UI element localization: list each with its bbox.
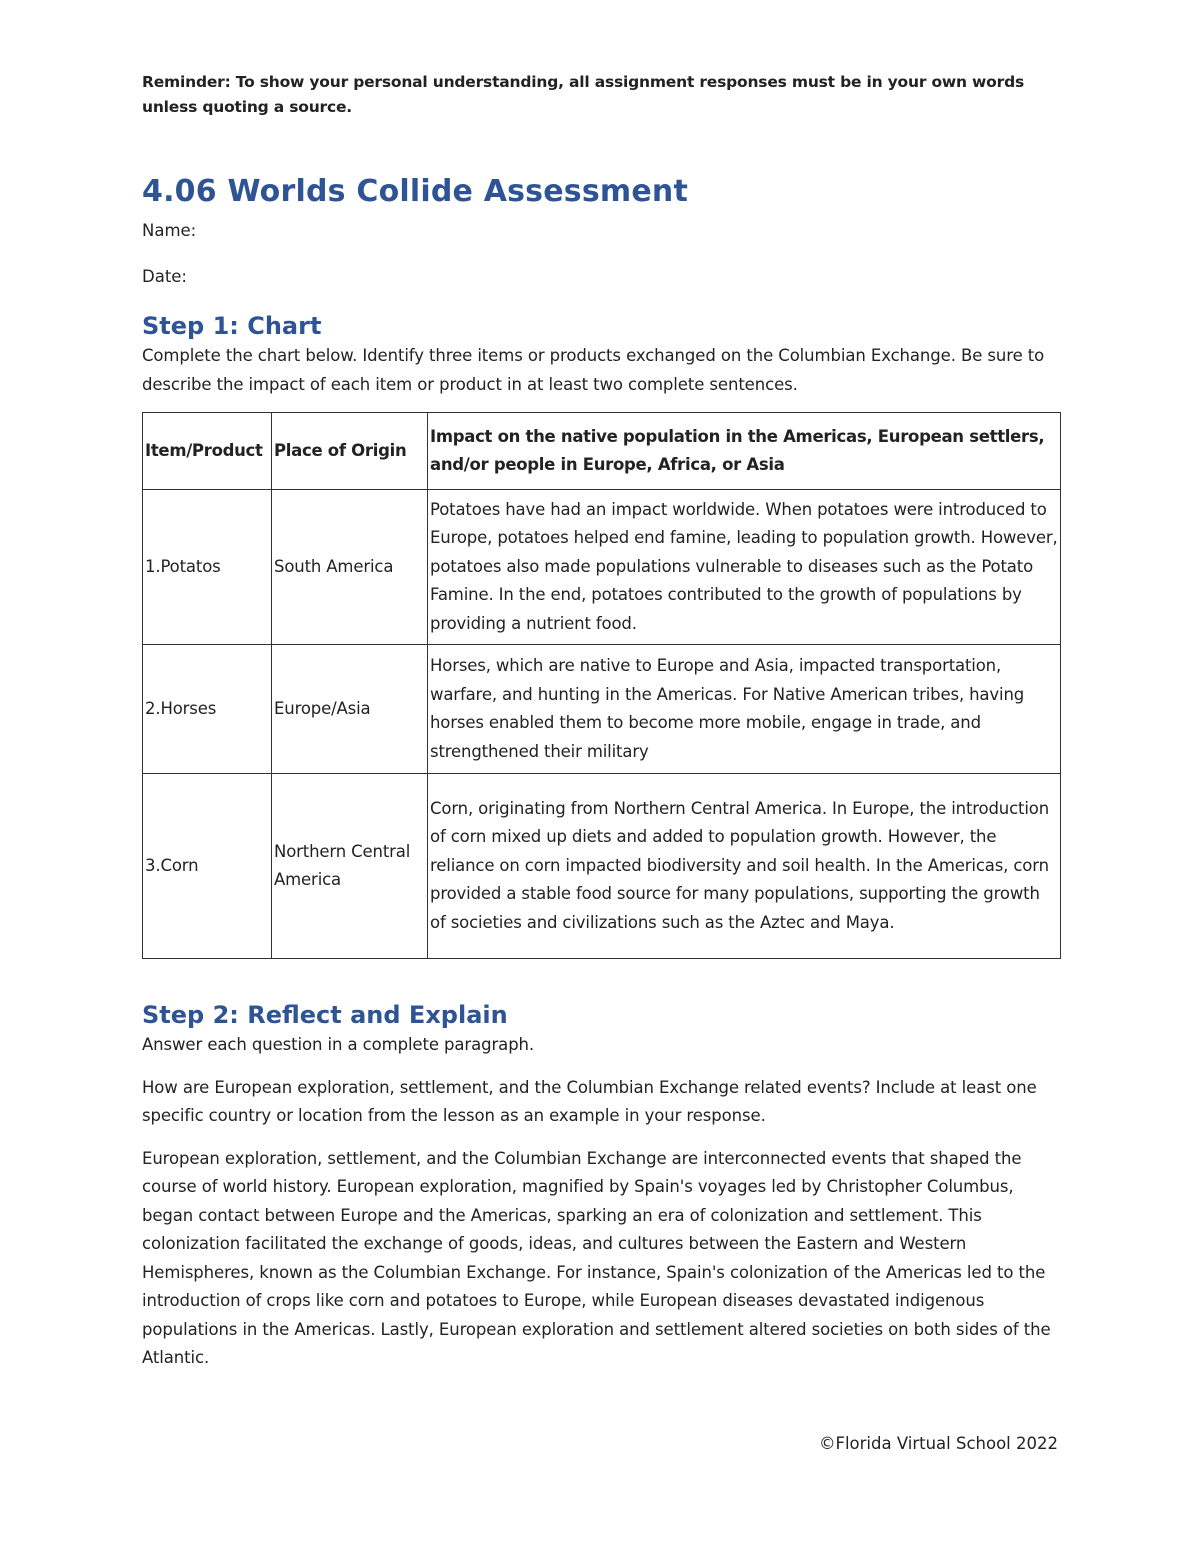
step2-heading: Step 2: Reflect and Explain: [142, 1001, 508, 1029]
table-header-row: [143, 413, 1061, 490]
header-impact: Impact on the native population in the Americas, European settlers, and/or people in Europe, Africa, or Asia: [428, 413, 1061, 490]
reminder-note: Reminder: To show your personal understanding, all assignment responses must be in your own words unless quoting a source.: [142, 73, 1024, 116]
row2-impact: Horses, which are native to Europe and Asia, impacted transportation, warfare, and hunting in the Americas. For Native American tribes, having horses enabled them to become more mobile, engage in trade, and strengthened their military: [428, 645, 1061, 774]
row1-origin: South America: [272, 490, 428, 645]
header-item-product: Item/Product: [143, 413, 272, 490]
row2-item: 2.Horses: [143, 645, 272, 774]
exchange-chart-table: [142, 412, 1061, 959]
row3-impact: Corn, originating from Northern Central America. In Europe, the introduction of corn mixed up diets and added to population growth. However, the reliance on corn impacted biodiversity and soil health. In the Americas, corn provided a stable food source for many populations, supporting the growth of societies and civilizations such as the Aztec and Maya.: [428, 774, 1061, 959]
page-title: 4.06 Worlds Collide Assessment: [142, 174, 688, 209]
name-field-label: Name:: [142, 221, 197, 240]
table-row: [143, 490, 1061, 645]
table-row: [143, 645, 1061, 774]
step1-instructions: Complete the chart below. Identify three items or products exchanged on the Columbian Exchange. Be sure to describe the impact of each item or product in at least two complete sentences.: [142, 346, 1045, 394]
row3-origin: Northern Central America: [272, 774, 428, 959]
document-page: [142, 70, 1060, 1373]
copyright-footer: ©Florida Virtual School 2022: [818, 1434, 1058, 1453]
step2-question: How are European exploration, settlement, and the Columbian Exchange related events? Include at least one specific country or location from the lesson as an example in your response.: [142, 1077, 1037, 1125]
step2-answer: European exploration, settlement, and the Columbian Exchange are interconnected events that shaped the course of world history. European exploration, magnified by Spain's voyages led by Christopher Columbus, began contact between Europe and the Americas, sparking an era of colonization and settlement. This colonization facilitated the exchange of goods, ideas, and cultures between the Eastern and Western Hemispheres, known as the Columbian Exchange. For instance, Spain's colonization of the Americas led to the introduction of crops like corn and potatoes to Europe, while European diseases devastated indigenous populations in the Americas. Lastly, European exploration and settlement altered societies on both sides of the Atlantic.: [142, 1148, 1051, 1367]
row1-item: 1.Potatos: [143, 490, 272, 645]
step1-heading: Step 1: Chart: [142, 312, 322, 340]
row1-impact: Potatoes have had an impact worldwide. When potatoes were introduced to Europe, potatoes helped end famine, leading to population growth. However, potatoes also made populations vulnerable to diseases such as the Potato Famine. In the end, potatoes contributed to the growth of populations by providing a nutrient food.: [428, 490, 1061, 645]
date-field-label: Date:: [142, 267, 187, 286]
header-place-of-origin: Place of Origin: [272, 413, 428, 490]
row2-origin: Europe/Asia: [272, 645, 428, 774]
table-row: [143, 774, 1061, 959]
row3-item: 3.Corn: [143, 774, 272, 959]
step2-instructions: Answer each question in a complete paragraph.: [142, 1035, 535, 1054]
